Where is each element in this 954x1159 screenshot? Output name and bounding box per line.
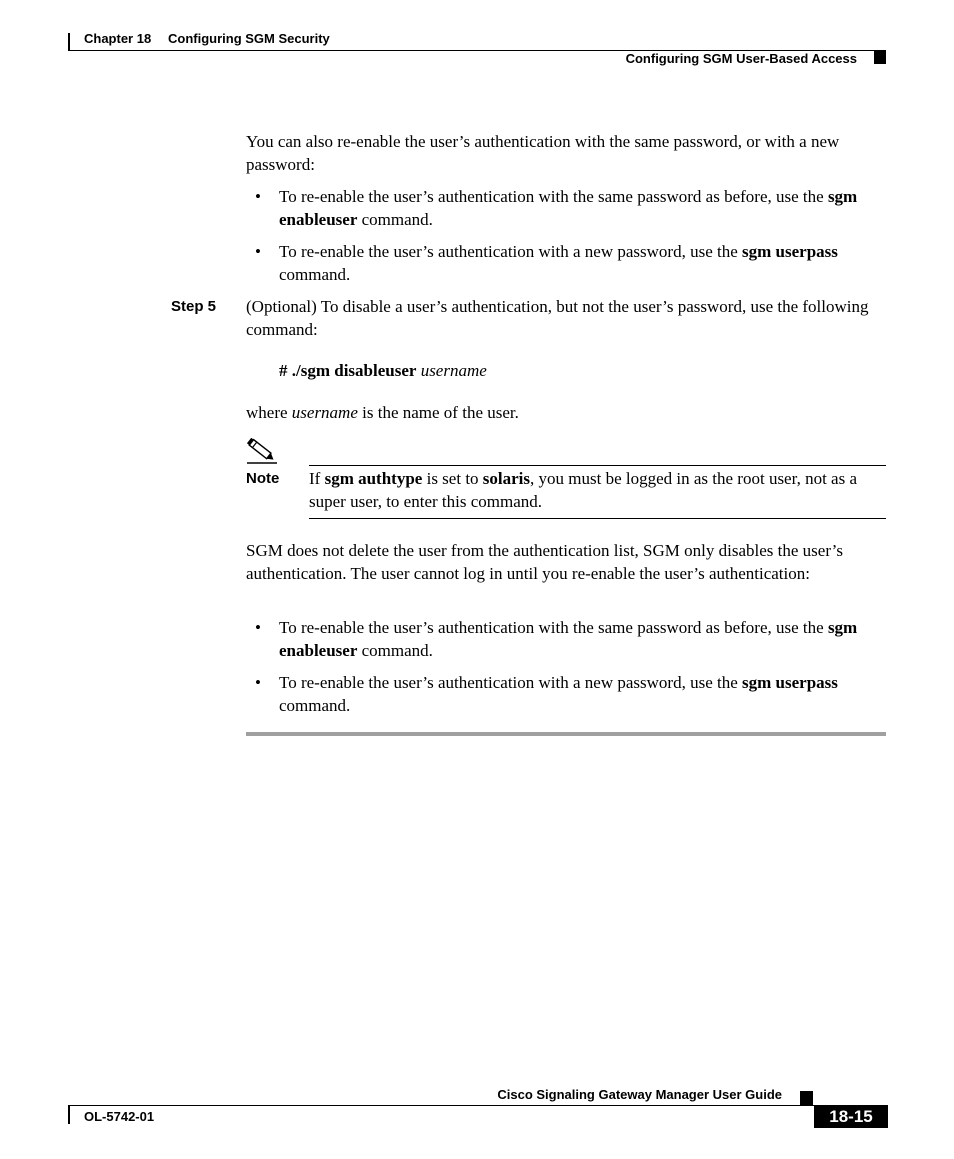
bullet-icon: •	[255, 187, 261, 206]
header-section-title: Configuring SGM User-Based Access	[625, 51, 857, 66]
header-square	[874, 51, 886, 64]
footer-doc-number: OL-5742-01	[84, 1109, 155, 1124]
note-text: If sgm authtype is set to solaris, you must be logged in as the root user, not as a super user, to enter this command.	[309, 469, 858, 511]
note-rule-bottom	[309, 518, 886, 519]
bullet-icon: •	[255, 673, 261, 692]
command-name: sgm enableuser	[279, 187, 858, 229]
step-text: (Optional) To disable a user’s authentication, but not the user’s password, use the following command:	[246, 297, 869, 339]
intro-paragraph: You can also re-enable the user’s authentication with the same password, or with a new password:	[246, 132, 840, 174]
note-rule-top	[309, 465, 886, 466]
step-label: Step 5	[171, 298, 217, 315]
pencil-icon	[245, 438, 279, 466]
header-chapter-title: Configuring SGM Security	[168, 31, 330, 46]
command-name: sgm userpass	[742, 242, 838, 261]
page-number: 18-15	[814, 1105, 888, 1128]
bullet-icon: •	[255, 242, 261, 261]
footer-guide-title: Cisco Signaling Gateway Manager User Guide	[497, 1087, 782, 1102]
command-name: sgm userpass	[742, 673, 838, 692]
where-paragraph: where username is the name of the user.	[246, 403, 519, 422]
section-end-rule	[246, 732, 886, 736]
bullet-icon: •	[255, 618, 261, 637]
footer-left-bar	[68, 1106, 70, 1124]
note-label: Note	[246, 470, 280, 487]
footer-rule	[68, 1105, 888, 1106]
footer-square	[800, 1091, 813, 1106]
command-name: sgm enableuser	[279, 618, 858, 660]
paragraph-2: SGM does not delete the user from the authentication list, SGM only disables the user’s authentication. The user cannot log in until you re-enable the user’s authentication:	[246, 541, 843, 583]
header-chapter: Chapter 18	[84, 31, 152, 46]
header-left-bar	[68, 33, 70, 51]
command-line: # ./sgm disableuser username	[279, 361, 487, 380]
